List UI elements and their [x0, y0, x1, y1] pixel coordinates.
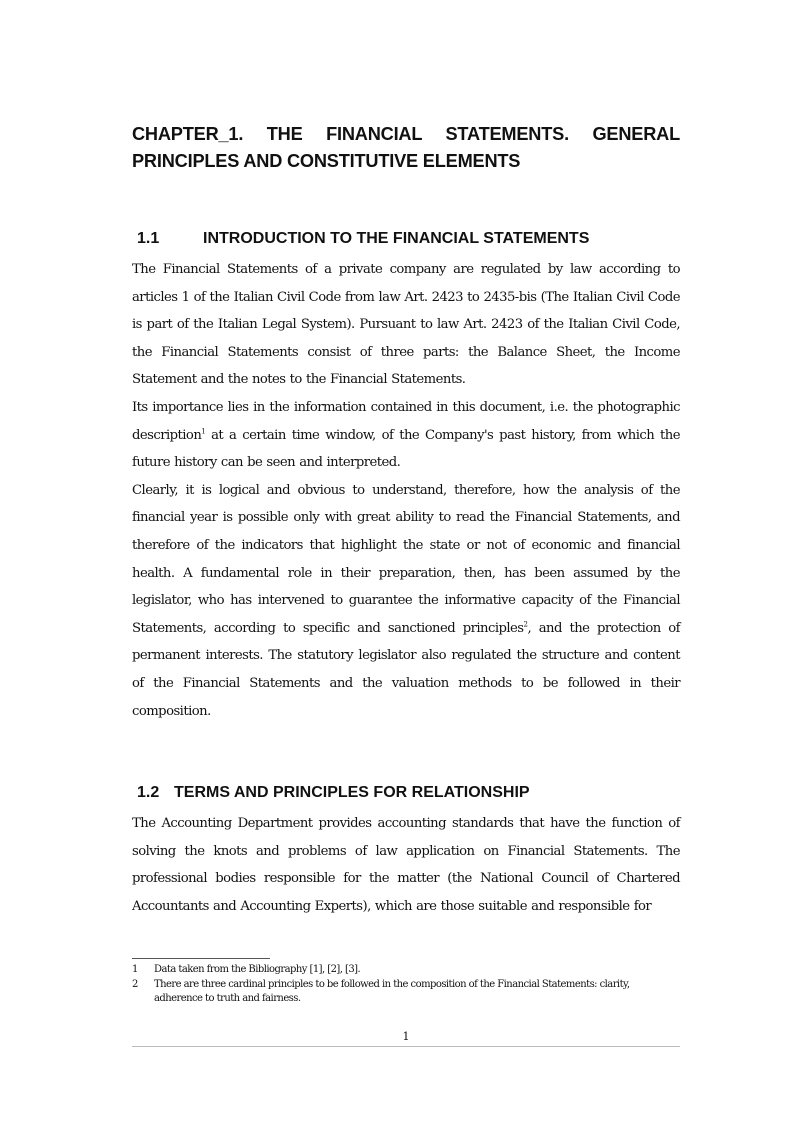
paragraph: The Financial Statements of a private company are regulated by law according to articles 1 of the Italian Civil Code from law Art. 2423 to 2435-bis (The Italian Civil Code is part of the Italian Legal System). Pursuant to law Art. 2423 of the Italian Civil Code, the Financial Statements consist of three parts: the Balance Sheet, the Income Statement and the notes to the Financial Statements. [132, 262, 680, 388]
section-title: INTRODUCTION TO THE FINANCIAL STATEMENTS [203, 230, 590, 247]
paragraph-text: at a certain time window, of the Company's past history, from which the future history can be seen and interpreted. [132, 427, 680, 471]
section-heading-1-2 [137, 783, 530, 803]
paragraph-text: , and the protection of permanent interests. The statutory legislator also regulated the structure and content of the Financial Statements and the valuation methods to be followed in their composition. [132, 620, 680, 719]
section-heading-1-1 [137, 229, 589, 249]
paragraph: The Accounting Department provides accounting standards that have the function of solving the knots and problems of law application on Financial Statements. The professional bodies responsible for the matter (the National Council of Chartered Accountants and Accounting Experts), which are those suitable and responsible for [132, 816, 680, 914]
section-1-1-body [132, 256, 680, 725]
footnote-text: There are three cardinal principles to be followed in the composition of the Financial Statements: clarity, adherence to truth and fairness. [154, 978, 630, 1004]
paragraph [132, 477, 680, 725]
footnote-separator [132, 958, 270, 959]
page-number: 1 [402, 1030, 410, 1043]
section-1-2-body [132, 810, 680, 920]
footer-separator [132, 1046, 680, 1047]
section-number: 1.1 [137, 230, 160, 247]
footnote-ref[interactable]: 2 [523, 620, 528, 629]
footnotes [132, 963, 680, 1007]
section-title: TERMS AND PRINCIPLES FOR RELATIONSHIP [174, 784, 530, 801]
footnote-number: 1 [132, 964, 138, 975]
section-number: 1.2 [137, 784, 160, 801]
footnote [132, 963, 680, 978]
paragraph-text: Its importance lies in the information contained in this document, i.e. the photographic description [132, 399, 680, 443]
footnote-ref[interactable]: 1 [201, 427, 206, 436]
footnote-number: 2 [132, 978, 138, 990]
paragraph [132, 394, 680, 477]
paragraph-text: Clearly, it is logical and obvious to understand, therefore, how the analysis of the financial year is possible only with great ability to read the Financial Statements, and therefore of the indicators that highlight the state or not of economic and financial health. A fundamental role in their preparation, then, has been assumed by the legislator, who has intervened to guarantee the informative capacity of the Financial Statements, according to specific and sanctioned principles [132, 482, 680, 636]
chapter-title: CHAPTER_1. THE FINANCIAL STATEMENTS. GENERAL PRINCIPLES AND CONSTITUTIVE ELEMENTS [132, 124, 680, 171]
footnote-text: Data taken from the Bibliography [1], [2], [3]. [154, 964, 361, 975]
footnote [132, 978, 680, 1007]
